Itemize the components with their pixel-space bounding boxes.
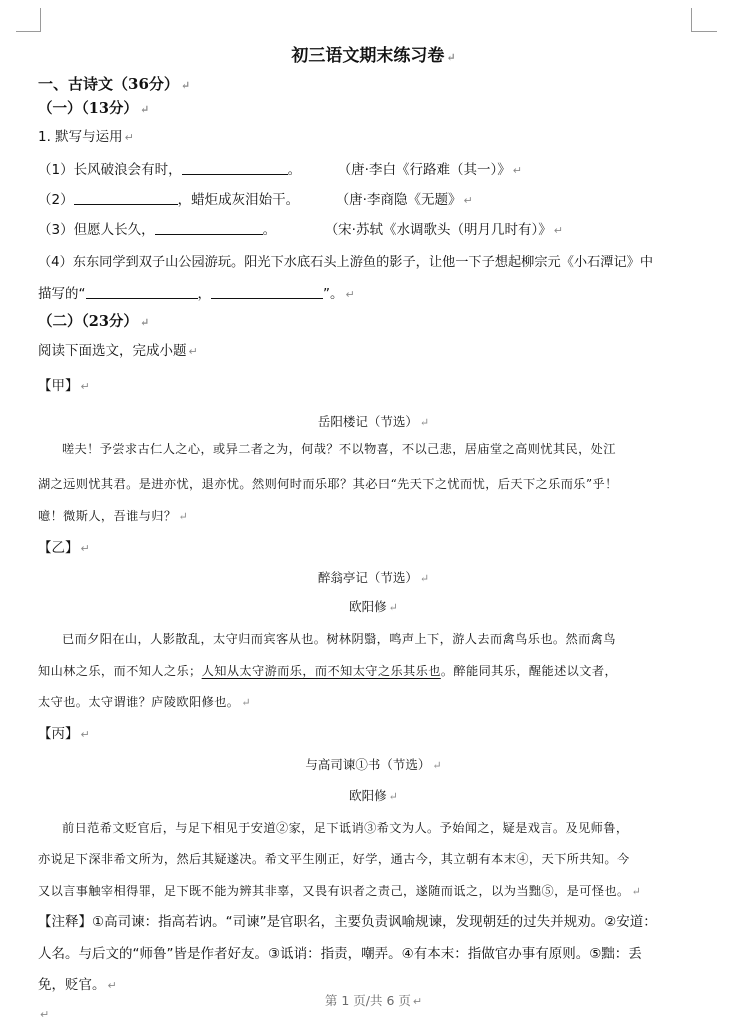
answer-blank[interactable] [74, 191, 178, 205]
paragraph-mark-icon: ↵ [419, 416, 430, 429]
passage-line: 知山林之乐，而不知人之乐；人知从太守游而乐，而不知太守之乐其乐也。醉能同其乐，醒能述以文者， [38, 664, 618, 678]
fill-item: （4）东东同学到双子山公园游玩。阳光下水底石头上游鱼的影子，让他一下子想起柳宗元《小石潭记》中 [38, 255, 654, 270]
answer-blank[interactable] [182, 161, 288, 175]
crop-mark-top-left [40, 8, 41, 32]
paragraph-mark-icon: ↵ [631, 885, 642, 898]
answer-blank[interactable] [211, 285, 323, 299]
passage-label: 【丙】 ↵ [38, 726, 90, 742]
passage-line: 湖之远则忧其君。是进亦忧，退亦忧。然则何时而乐耶？其必曰“先天下之忧而忧，后天下之乐而乐”乎！ [38, 477, 618, 491]
instruction-text: 阅读下面选文，完成小题 ↵ [38, 343, 198, 359]
crop-mark-top-right [691, 8, 692, 32]
paragraph-mark-icon: ↵ [139, 103, 150, 116]
paragraph-mark-icon: ↵ [553, 224, 563, 237]
paragraph-mark-icon: ↵ [446, 51, 456, 64]
annotation-line: 免，贬官。 ↵ [38, 977, 117, 993]
paragraph-mark-icon: ↵ [388, 601, 398, 614]
passage-label: 【甲】 ↵ [38, 378, 90, 394]
passage-line: 太守也。太守谓谁？庐陵欧阳修也。 ↵ [38, 695, 252, 709]
fill-item: （2） ，蜡炬成灰泪始干。 （唐·李商隐《无题》 ↵ [38, 192, 473, 208]
passage-title: 与高司谏①书（节选） ↵ [305, 757, 442, 772]
passage-line: 嗟夫！予尝求古仁人之心，或异二者之为，何哉？不以物喜，不以己悲，居庙堂之高则忧其民，处江 [62, 442, 616, 456]
annotation-line: 人名。与后文的“师鲁”皆是作者好友。③诋诮：指责，嘲弄。④有本末：指做官办事有原则。⑤黜：丢 [38, 946, 642, 962]
paragraph-mark-icon: ↵ [178, 510, 189, 523]
passage-line: 已而夕阳在山，人影散乱，太守归而宾客从也。树林阴翳，鸣声上下，游人去而禽鸟乐也。然而禽鸟 [62, 632, 616, 646]
crop-mark-top-left [16, 31, 40, 32]
paragraph-mark-icon: ↵ [241, 696, 252, 709]
passage-title: 岳阳楼记（节选） ↵ [317, 414, 430, 429]
paragraph-mark-icon: ↵ [124, 131, 134, 144]
passage-label: 【乙】 ↵ [38, 540, 90, 556]
part-heading: （二）（23分） ↵ [38, 313, 150, 330]
paragraph-mark-icon: ↵ [419, 572, 430, 585]
paragraph-mark-icon: ↵ [80, 380, 90, 393]
paragraph-mark-icon: ↵ [463, 194, 473, 207]
paragraph-mark-icon: ↵ [388, 790, 398, 803]
passage-line: 噫！微斯人，吾谁与归？ ↵ [38, 509, 189, 523]
underlined-sentence: 人知从太守游而乐，而不知太守之乐其乐也 [201, 664, 441, 678]
document-title: 初三语文期末练习卷 ↵ [291, 46, 456, 66]
paragraph-mark-icon: ↵ [412, 995, 423, 1008]
paragraph-mark-icon: ↵ [139, 316, 150, 329]
answer-blank[interactable] [86, 285, 198, 299]
answer-blank[interactable] [155, 221, 263, 235]
paragraph-mark-icon: ↵ [512, 164, 522, 177]
part-heading: （一）（13分） ↵ [38, 100, 150, 117]
paragraph-mark-icon: ↵ [180, 79, 191, 92]
question-label: 1. 默写与运用 ↵ [38, 129, 134, 145]
section-heading: 一、古诗文（36分） ↵ [38, 75, 191, 93]
page-footer: 第 1 页/共 6 页 ↵ [324, 993, 423, 1008]
annotation-line: 【注释】①高司谏：指高若讷。“司谏”是官职名，主要负责讽喻规谏，发现朝廷的过失并规劝。②安道： [38, 914, 657, 930]
paragraph-mark-icon: ↵ [80, 728, 90, 741]
passage-line: 又以言事触宰相得罪，足下既不能为辨其非辜，又畏有识者之责己，遂随而诋之，以为当黜⑤，是可怪也。 ↵ [38, 884, 642, 898]
fill-item: 描写的“ ， ”。 ↵ [38, 286, 355, 302]
passage-line: 前日范希文贬官后，与足下相见于安道②家，足下诋诮③希文为人。予始闻之，疑是戏言。及见师鲁， [62, 821, 629, 835]
passage-author: 欧阳修 ↵ [349, 599, 398, 614]
fill-item: （1）长风破浪会有时， 。 （唐·李白《行路难（其一）》 ↵ [38, 162, 522, 178]
crop-mark-top-right [691, 31, 717, 32]
paragraph-mark-icon: ↵ [432, 759, 442, 772]
paragraph-mark-icon: ↵ [40, 1008, 50, 1020]
paragraph-mark-icon: ↵ [107, 979, 117, 992]
paragraph-mark-icon: ↵ [80, 542, 90, 555]
paragraph-mark-icon: ↵ [188, 345, 198, 358]
paragraph-mark-icon: ↵ [345, 288, 355, 301]
fill-item: （3）但愿人长久， 。 （宋·苏轼《水调歌头（明月几时有）》 ↵ [38, 222, 563, 238]
passage-author: 欧阳修 ↵ [349, 788, 398, 803]
passage-title: 醉翁亭记（节选） ↵ [317, 570, 430, 585]
passage-line: 亦说足下深非希文所为，然后其疑遂决。希文平生刚正，好学，通古今，其立朝有本末④，天下所共知。今 [38, 852, 630, 866]
